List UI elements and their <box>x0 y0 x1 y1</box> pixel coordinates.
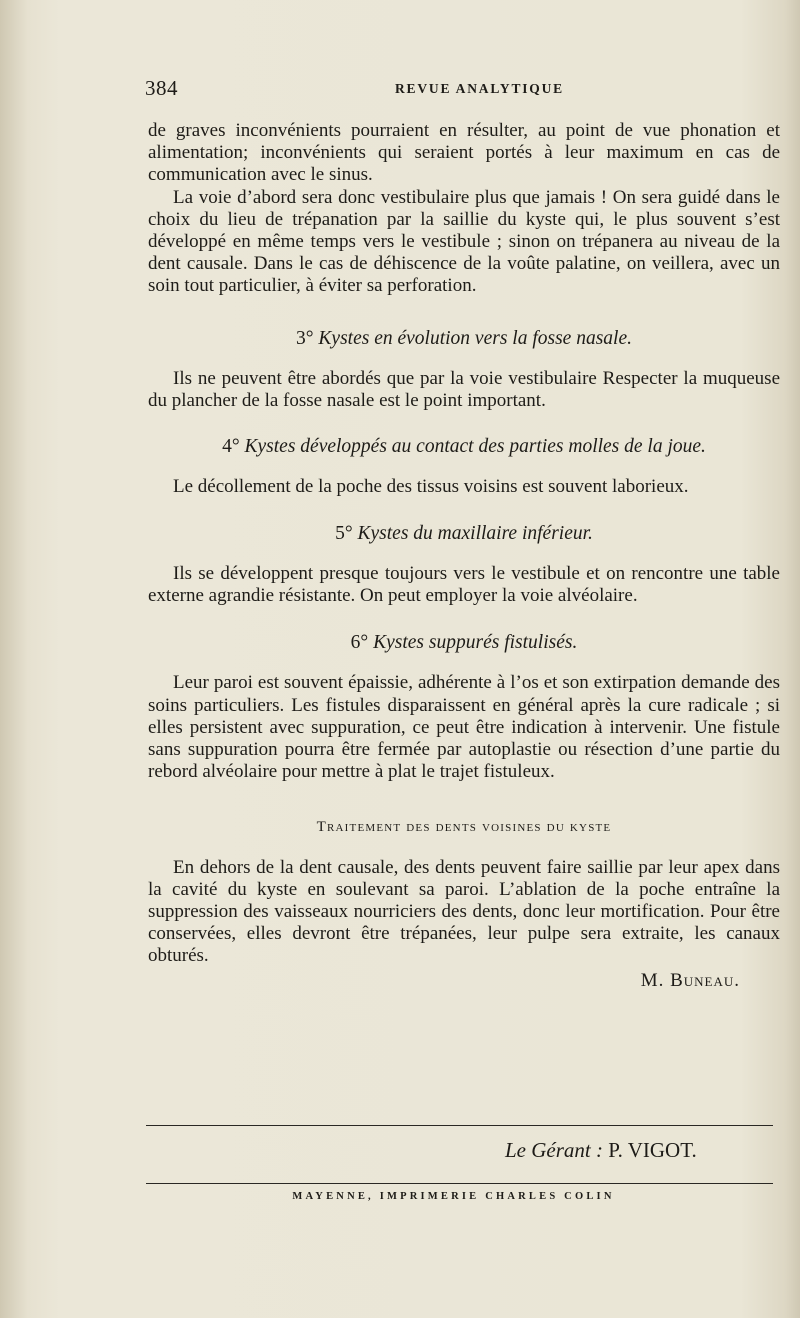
paragraph: Ils se développent presque toujours vers le vestibule et on rencontre une table externe agrandie résistante. On peut employer la voie alvéolaire. <box>148 562 780 607</box>
heading-text: Kystes développés au contact des parties molles de la joue. <box>244 436 706 458</box>
heading-text: Kystes suppurés fistulisés. <box>373 632 578 654</box>
section-heading <box>148 523 780 545</box>
divider-rule <box>146 1183 773 1184</box>
section-heading <box>148 632 780 654</box>
gerant-name: P. VIGOT. <box>608 1138 697 1162</box>
author-signature: M. Buneau. <box>640 969 740 991</box>
paragraph: Le décollement de la poche des tissus voisins est souvent laborieux. <box>173 476 689 498</box>
printer-imprint: MAYENNE, IMPRIMERIE CHARLES COLIN <box>292 1191 615 1202</box>
divider-rule <box>146 1125 773 1126</box>
paragraph: Ils ne peuvent être abordés que par la voie vestibulaire Respecter la muqueuse du plancher de la fosse nasale est le point important. <box>148 367 780 412</box>
gerant-label: Le Gérant : <box>505 1138 603 1162</box>
paragraph: La voie d’abord sera donc vestibulaire plus que jamais ! On sera guidé dans le choix du lieu de trépanation par la saillie du kyste qui, le plus souvent s’est développé en même temps vers le vestibule ; sinon on trépanera au niveau de la dent causale. Dans le cas de déhiscence de la voûte palatine, on veillera, avec un soin tout particulier, à éviter sa perforation. <box>148 186 780 297</box>
paragraph: de graves inconvénients pourraient en résulter, au point de vue phonation et alimentation; inconvénients qui seraient portés à leur maximum en cas de communication avec le sinus. <box>148 120 780 186</box>
heading-text: Kystes en évolution vers la fosse nasale. <box>318 327 632 349</box>
heading-text: Kystes du maxillaire inférieur. <box>357 522 593 544</box>
page-number: 384 <box>145 76 178 100</box>
gerant-line <box>505 1138 745 1163</box>
page-header <box>145 76 780 104</box>
running-title: REVUE ANALYTIQUE <box>395 81 564 96</box>
section-heading <box>148 328 780 350</box>
heading-number: 3° <box>295 327 314 349</box>
heading-number: 4° <box>222 436 240 458</box>
section-heading <box>148 436 780 458</box>
heading-number: 6° <box>350 632 369 654</box>
section-title: Traitement des dents voisines du kyste <box>316 819 612 836</box>
article-body <box>148 120 780 992</box>
heading-number: 5° <box>335 522 353 544</box>
paragraph: En dehors de la dent causale, des dents peuvent faire saillie par leur apex dans la cavité du kyste en soulevant sa paroi. L’ablation de la poche entraîne la suppression des vaisseaux nourriciers des dents, donc leur mortification. Pour être conservées, elles devront être trépanées, leur pulpe sera extraite, les canaux obturés. <box>148 856 780 967</box>
paragraph: Leur paroi est souvent épaissie, adhérente à l’os et son extirpation demande des soins particuliers. Les fistules disparaissent en général après la cure radicale ; si elles persistent avec suppuration, ce peut être indication à intervenir. Une fistule sans suppuration pourra être fermée par autoplastie ou résection d’une partie du rebord alvéolaire pour mettre à plat le trajet fistuleux. <box>148 672 780 783</box>
